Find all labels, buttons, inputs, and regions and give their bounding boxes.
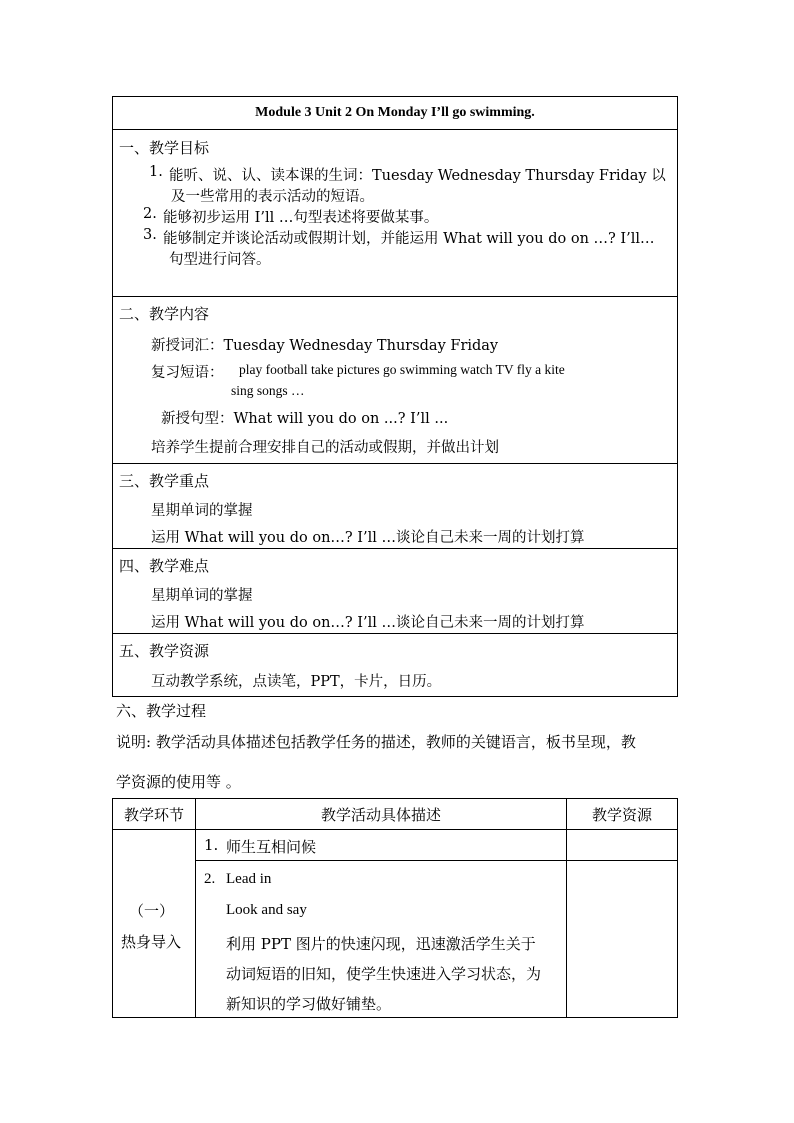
key-points-section (113, 464, 678, 549)
step-1-cell (196, 830, 567, 861)
step-2-line3: 新知识的学习做好铺垫。 (226, 995, 392, 1013)
process-note-line1: 说明: 教学活动具体描述包括教学任务的描述，教师的关键语言，板书呈现，教 (116, 733, 636, 751)
difficulties-line1: 星期单词的掌握 (151, 588, 253, 604)
objective-3-line1: 能够制定并谈论活动或假期计划，并能运用 What will you do on …? I’ll… (163, 231, 655, 247)
content-review-label: 复习短语： (151, 365, 224, 381)
header-resources: 教学资源 (567, 799, 678, 830)
step-2-line2: 动词短语的旧知，使学生快速进入学习状态，为 (226, 965, 542, 983)
key-points-line2: 运用 What will you do on…? I’ll …谈论自己未来一周的计划打算 (151, 530, 585, 546)
lesson-plan-table (112, 96, 678, 697)
objective-2-text: 能够初步运用 I’ll …句型表述将要做某事。 (163, 210, 439, 226)
step-1-text: 师生互相问候 (226, 838, 317, 856)
objectives-section (113, 130, 678, 297)
content-review-line1: play football take pictures go swimming watch TV fly a kite (239, 362, 565, 377)
step-1-number: 1. (204, 836, 219, 854)
step-1-resources (567, 830, 678, 861)
difficulties-line2: 运用 What will you do on…? I’ll …谈论自己未来一周的计划打算 (151, 615, 585, 631)
header-stage: 教学环节 (113, 799, 196, 830)
stage-cell (113, 830, 196, 1018)
difficulties-section (113, 549, 678, 634)
process-note-line2: 学资源的使用等 。 (116, 773, 241, 791)
content-heading: 二、教学内容 (119, 305, 210, 323)
content-vocab: 新授词汇：Tuesday Wednesday Thursday Friday (151, 338, 499, 354)
process-heading: 六、教学过程 (116, 702, 207, 720)
content-goal: 培养学生提前合理安排自己的活动或假期，并做出计划 (151, 440, 499, 456)
content-section (113, 297, 678, 464)
step-2-subtitle: Look and say (226, 902, 307, 918)
stage-number: （一） (129, 902, 175, 920)
resources-section (113, 634, 678, 697)
resources-heading: 五、教学资源 (119, 642, 210, 660)
objective-3-number: 3. (143, 227, 157, 243)
key-points-line1: 星期单词的掌握 (151, 503, 253, 519)
objective-1-number: 1. (149, 164, 163, 180)
objective-2-number: 2. (143, 206, 157, 222)
step-2-cell (196, 861, 567, 1018)
process-table (112, 798, 678, 1018)
key-points-heading: 三、教学重点 (119, 472, 210, 490)
objective-1-line2: 及一些常用的表示活动的短语。 (171, 189, 374, 205)
content-pattern: 新授句型：What will you do on ...? I’ll ... (161, 411, 449, 427)
stage-name: 热身导入 (121, 933, 182, 951)
step-2-number: 2. (204, 871, 216, 887)
content-review-line2: sing songs … (231, 383, 305, 398)
objective-3-line2: 句型进行问答。 (169, 252, 271, 268)
step-2-line1: 利用 PPT 图片的快速闪现，迅速激活学生关于 (226, 935, 536, 953)
header-description: 教学活动具体描述 (196, 799, 567, 830)
lesson-title: Module 3 Unit 2 On Monday I’ll go swimming. (113, 97, 678, 130)
step-2-title: Lead in (226, 871, 272, 887)
step-2-resources (567, 861, 678, 1018)
resources-line1: 互动教学系统，点读笔，PPT，卡片，日历。 (151, 674, 442, 690)
objective-1-line1: 能听、说、认、读本课的生词：Tuesday Wednesday Thursday Friday 以 (169, 168, 666, 184)
objectives-heading: 一、教学目标 (119, 139, 210, 157)
difficulties-heading: 四、教学难点 (119, 557, 210, 575)
